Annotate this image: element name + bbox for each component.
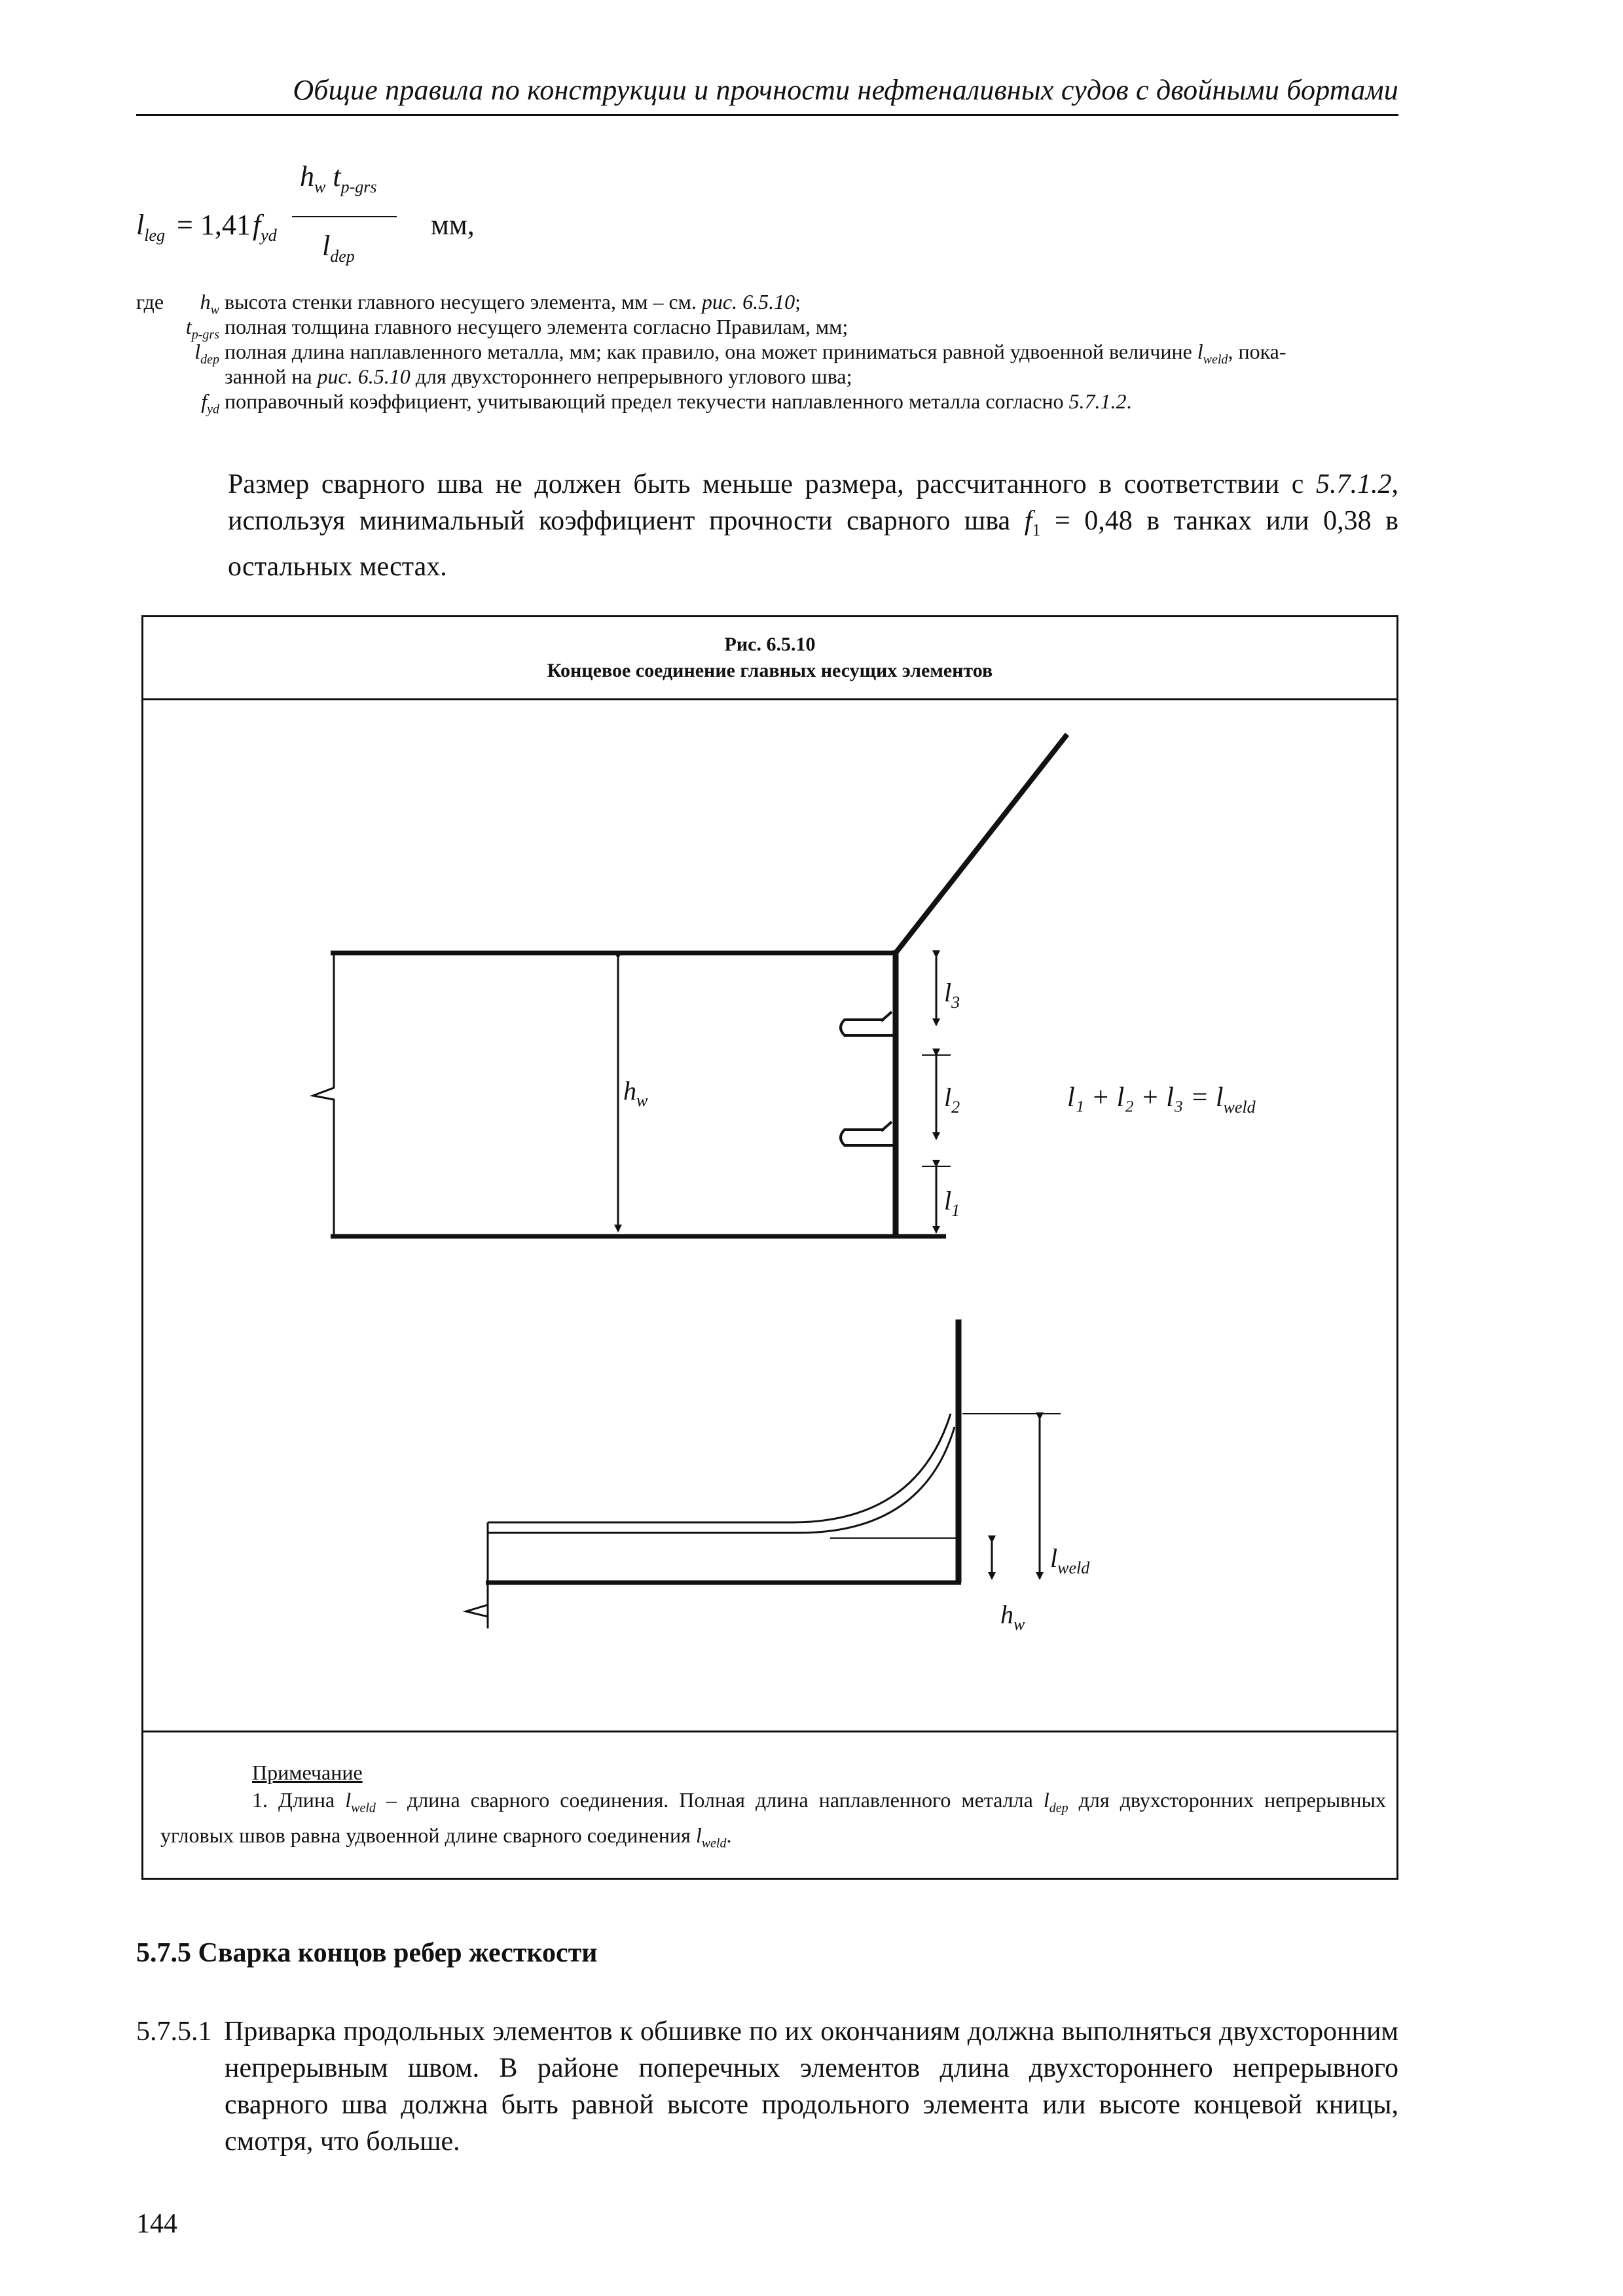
figure-title: Концевое соединение главных несущих элементов	[547, 660, 993, 681]
legend-row-fyd: $f_{yd}$ поправочный коэффициент, учитывающий предел текучести наплавленного металла согласно 5.7.1.2.	[201, 389, 1132, 417]
weld-size-paragraph: Размер сварного шва не должен быть меньше размера, рассчитанного в соответствии с 5.7.1.2, используя минимальный коэффициент прочности сварного шва $f_1 = 0,48$ в танках или 0,38 в остальных местах.	[228, 469, 1398, 583]
upper-break-line	[313, 953, 334, 1236]
legend-row-ldep-cont: занной на рис. 6.5.10 для двухстороннего непрерывного углового шва;	[225, 365, 852, 388]
note-title: Примечание	[252, 1761, 363, 1784]
label-hw: $h_w$	[623, 1076, 648, 1110]
label-l3: $l_3$	[944, 978, 960, 1012]
legend-row-hw: где $h_w$ высота стенки главного несущего элемента, мм – см. рис. 6.5.10;	[136, 290, 801, 317]
formula-lhs: $l_{leg}$	[136, 209, 165, 245]
upper-inclined-plate	[896, 734, 1067, 953]
upper-detail	[313, 734, 1067, 1238]
stiffener-upper	[841, 1020, 896, 1035]
legend-row-tpgrs: $t_{p-grs}$ полная толщина главного несущего элемента согласно Правилам, мм;	[185, 315, 848, 342]
note-body: 1. Длина $l_{weld}$ – длина сварного соединения. Полная длина наплавленного металла $l_{dep}$ для двухсторонних непрерывных угловых швов равна удвоенной длине сварного соединения $l_{weld}$.	[160, 1788, 1387, 1851]
stiffener-lower	[841, 1130, 896, 1145]
label-l1: $l_1$	[944, 1186, 960, 1220]
label-weld-equation: $l_1 + l_2 + l_3 = l_{weld}$	[1067, 1083, 1256, 1117]
figure-number: Рис. 6.5.10	[724, 634, 816, 655]
lower-detail	[466, 1319, 1061, 1628]
weld-mark-1	[881, 1012, 892, 1021]
formula-coef: = 1,41	[177, 209, 251, 241]
weld-mark-2	[881, 1122, 892, 1131]
lower-break-line	[466, 1522, 488, 1617]
bracket-outer-curve	[488, 1414, 951, 1522]
page-number: 144	[136, 2209, 177, 2239]
section-heading: 5.7.5 Сварка концов ребер жесткости	[136, 1938, 598, 1968]
formula-f: $f_{yd}$	[253, 209, 277, 245]
bracket-inner-curve	[488, 1427, 955, 1533]
formula-numerator: $h_w$ $t_{p-grs}$	[300, 160, 377, 196]
label-l2: $l_2$	[944, 1083, 960, 1117]
formula-denominator: $l_{dep}$	[322, 230, 355, 266]
paragraph-text: Приварка продольных элементов к обшивке по их окончаниям должна выполняться двухсторонним непрерывным швом. В районе поперечных элементов длина двухстороннего непрерывного сварного шва должна быть равной высоте продольного элемента или высоте концевой кницы, смотря, что больше.	[224, 2017, 1398, 2157]
figure-note	[143, 1731, 1396, 1878]
label-lweld: $l_{weld}$	[1050, 1543, 1090, 1577]
formula-unit: мм,	[431, 209, 475, 241]
paragraph-number: 5.7.5.1	[136, 2017, 212, 2047]
running-header: Общие правила по конструкции и прочности нефтеналивных судов с двойными бортами	[293, 74, 1398, 106]
legend-row-ldep: $l_{dep}$ полная длина наплавленного металла, мм; как правило, она может приниматься равной удвоенной величине $l_{weld}$, пока-	[194, 340, 1286, 367]
label-lower-hw: $h_w$	[1000, 1600, 1025, 1634]
